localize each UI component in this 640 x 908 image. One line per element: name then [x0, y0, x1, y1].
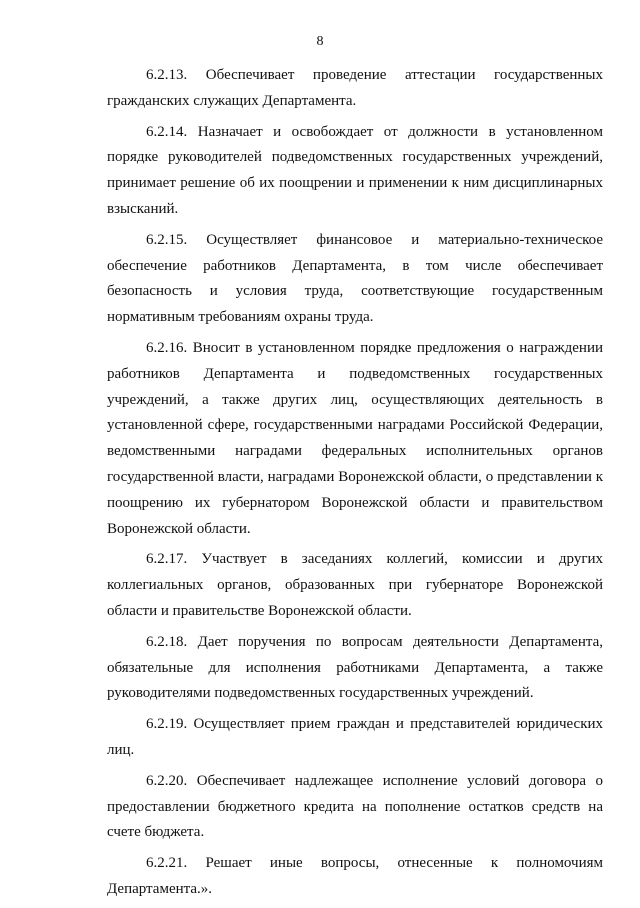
clause-text: Участвует в заседаниях коллегий, комиссии и других коллегиальных органов, образованных при губернаторе Воронежской области и правительстве Воронежской области. — [107, 551, 604, 619]
clause-number: 6.2.21. — [146, 855, 188, 872]
clause-6-2-20 — [107, 769, 603, 846]
clause-text: Назначает и освобождает от должности в установленном порядке руководителей подведомственных государственных учреждений, принимает решение об их поощрении и применении к ним дисциплинарных взысканий. — [107, 123, 604, 217]
clause-6-2-19 — [107, 712, 603, 764]
clause-text: Вносит в установленном порядке предложения о награждении работников Департамента и подведомственных государственных учреждений, а также других лиц, осуществляющих деятельность в установленной сфере, государственными наградами Российской Федерации, ведомственными наградами федеральных исполнительных органов государственной власти, наградами Воронежской области, о представлении к поощрению их губернатором Воронежской области и правительством Воронежской области. — [107, 339, 603, 537]
clause-number: 6.2.17. — [146, 551, 188, 568]
clause-6-2-18 — [107, 630, 603, 707]
clause-6-2-17 — [107, 547, 603, 624]
clause-number: 6.2.20. — [146, 772, 188, 789]
clause-6-2-16 — [107, 336, 603, 542]
clause-number: 6.2.19. — [146, 716, 188, 733]
clause-number: 6.2.13. — [146, 67, 188, 83]
clause-6-2-15 — [107, 228, 603, 331]
clause-text: Обеспечивает проведение аттестации государственных гражданских служащих Департамента. — [107, 67, 603, 109]
clause-text: Обеспечивает надлежащее исполнение условий договора о предоставлении бюджетного кредита на пополнение остатков средств на счете бюджета. — [107, 772, 603, 841]
clause-text: Дает поручения по вопросам деятельности Департамента, обязательные для исполнения работниками Департамента, а также руководителями подведомственных государственных учреждений. — [107, 633, 604, 702]
clause-number: 6.2.18. — [146, 633, 188, 650]
clause-number: 6.2.14. — [146, 123, 188, 140]
clause-6-2-14 — [107, 120, 603, 223]
page-number: 8 — [316, 34, 324, 49]
clause-text: Решает иные вопросы, отнесенные к полномочиям Департамента.». — [107, 855, 604, 897]
document-body — [107, 63, 603, 908]
clause-number: 6.2.16. — [146, 339, 188, 356]
clause-text: Осуществляет финансовое и материально-техническое обеспечение работников Департамента, в том числе обеспечивает безопасность и условия труда, соответствующие государственным нормативным требованиям охраны труда. — [107, 231, 603, 326]
clause-6-2-21 — [107, 851, 603, 903]
clause-text: Осуществляет прием граждан и представителей юридических лиц. — [107, 716, 604, 758]
clause-number: 6.2.15. — [146, 231, 188, 248]
clause-6-2-13 — [107, 63, 603, 115]
